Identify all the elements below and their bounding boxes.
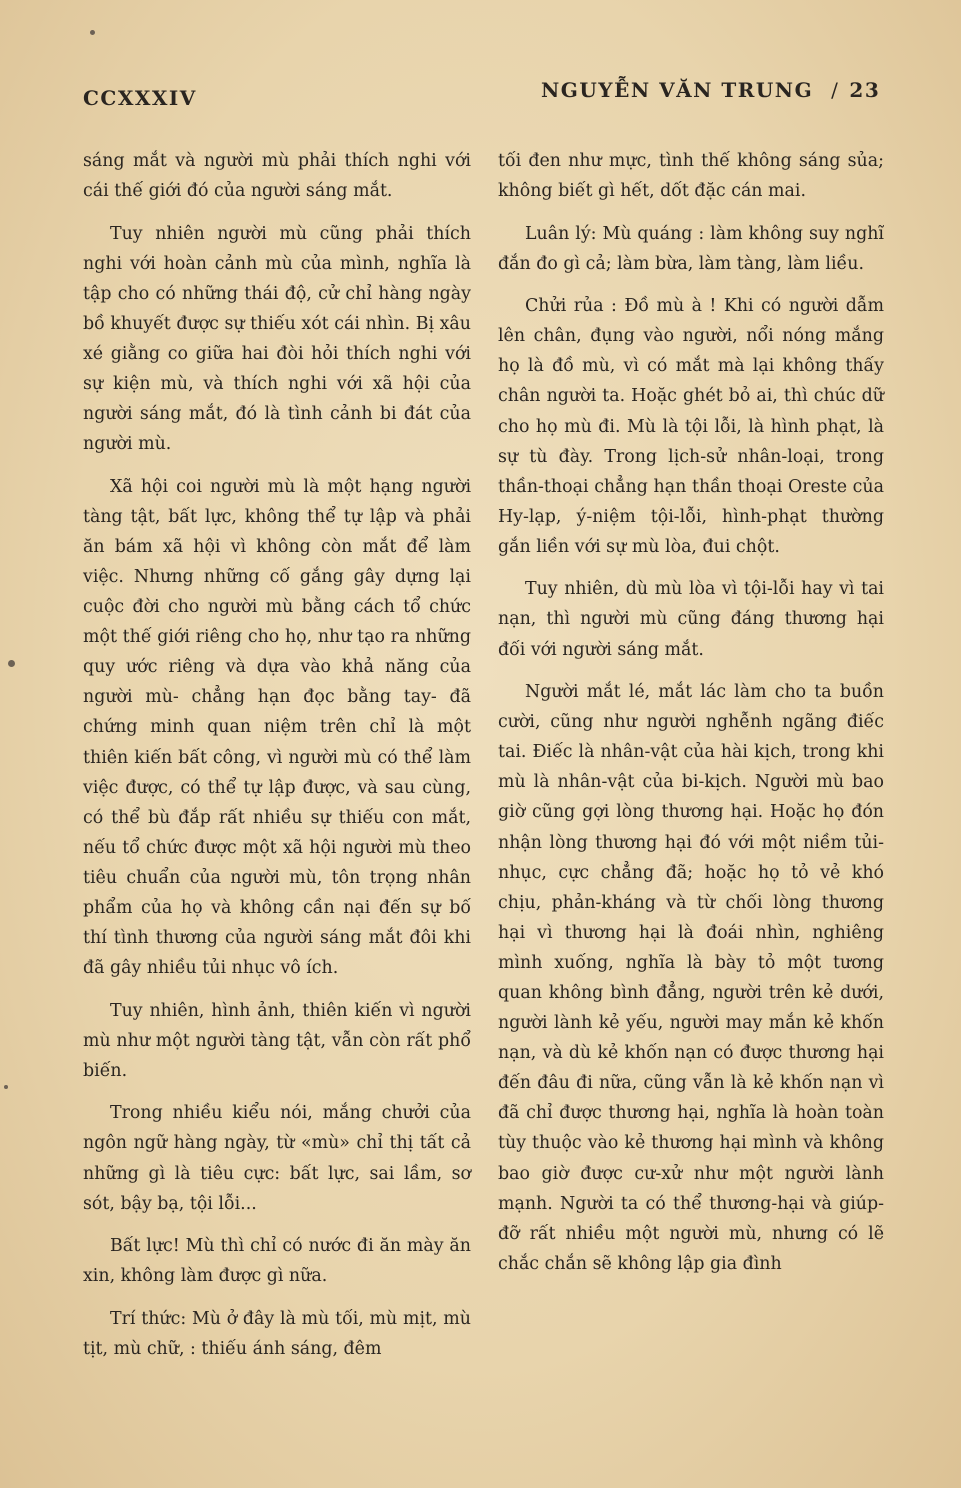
ink-speck: [4, 1085, 8, 1089]
paragraph: Trong nhiều kiểu nói, mắng chưởi của ngôn ngữ hàng ngày, từ «mù» chỉ thị tất cả những gì là tiêu cực: bất lực, sai lầm, sơ sót, bậy bạ, tội lỗi...: [83, 1103, 471, 1214]
paragraph: Tuy nhiên, dù mù lòa vì tội-lỗi hay vì tai nạn, thì người mù cũng đáng thương hại đối với người sáng mắt.: [498, 579, 884, 660]
paragraph: Tuy nhiên, hình ảnh, thiên kiến vì người mù như một người tàng tật, vẫn còn rất phổ biến.: [83, 1000, 471, 1081]
running-head: [541, 78, 880, 102]
paragraph: Người mắt lé, mắt lác làm cho ta buồn cười, cũng như người nghễnh ngãng điếc tai. Điếc là nhân-vật của hài kịch, trong khi mù là nhân-vật của bi-kịch. Người mù bao giờ cũng gợi lòng thương hại. Hoặc họ đón nhận lòng thương hại đó với một niềm tủi-nhục, cực chẳng đã; hoặc họ tỏ vẻ khó chịu, phản-kháng và từ chối lòng thương hại vì thương hại là đoái nhìn, nghiêng mình xuống, nghĩa là bày tỏ một tương quan không bình đẳng, người trên kẻ dưới, người lành kẻ yếu, người may mắn kẻ khốn nạn, và dù kẻ khốn nạn có được thương hại đến đâu đi nữa, cũng vẫn là kẻ khốn nạn vì đã chỉ được thương hại, nghĩa là hoàn toàn tùy thuộc vào kẻ thương hại mình và không bao giờ được cư-xử như một người lành mạnh. Người ta có thể thương-hại và giúp-đỡ rất nhiều một người mù, nhưng có lẽ chắc chắn sẽ không lập gia đình: [498, 682, 884, 1274]
paragraph: Luân lý: Mù quáng : làm không suy nghĩ đắn đo gì cả; làm bừa, làm tàng, làm liều.: [498, 223, 884, 274]
author-name: NGUYỄN VĂN TRUNG: [541, 78, 814, 102]
paragraph: Trí thức: Mù ở đây là mù tối, mù mịt, mù tịt, mù chữ, : thiếu ánh sáng, đêm: [83, 1308, 471, 1359]
right-column: [498, 146, 884, 1291]
ink-speck: [90, 30, 95, 35]
chapter-number: CCXXXIV: [83, 86, 197, 110]
paragraph: tối đen như mực, tình thế không sáng sủa; không biết gì hết, dốt đặc cán mai.: [498, 151, 884, 202]
paragraph: Xã hội coi người mù là một hạng người tàng tật, bất lực, không thể tự lập và phải ăn bám xã hội vì không còn mắt để làm việc. Nhưng những cố gắng gây dựng lại cuộc đời cho người mù bằng cách tổ chức một thế giới riêng cho họ, như tạo ra những quy ước riêng và dựa vào khả năng của người mù- chẳng hạn đọc bằng tay- đã chứng minh quan niệm trên chỉ là một thiên kiến bất công, vì người mù có thể làm việc được, có thể tự lập được, và sau cùng, có thể bù đắp rất nhiều sự thiếu con mắt, nếu tổ chức được một xã hội người mù theo tiêu chuẩn của người mù, tôn trọng nhân phẩm của họ và không cần nại đến sự bố thí tình thương của người sáng mắt đôi khi đã gây nhiều tủi nhục vô ích.: [83, 476, 471, 979]
ink-speck: [8, 660, 15, 667]
paragraph: Tuy nhiên người mù cũng phải thích nghi với hoàn cảnh mù của mình, nghĩa là tập cho có những thái độ, cử chỉ hàng ngày bồ khuyết được sự thiếu xót cái nhìn. Bị xâu xé giằng co giữa hai đòi hỏi thích nghi với sự kiện mù, và thích nghi với xã hội của người sáng mắt, đó là tình cảnh bi đát của người mù.: [83, 223, 471, 455]
paragraph: sáng mắt và người mù phải thích nghi với cái thế giới đó của người sáng mắt.: [83, 151, 471, 202]
paragraph: Chửi rủa : Đồ mù à ! Khi có người dẫm lên chân, đụng vào người, nổi nóng mắng họ là đồ mù, vì có mắt mà lại không thấy chân người ta. Hoặc ghét bỏ ai, thì chúc dữ cho họ mù đi. Mù là tội lỗi, là hình phạt, là sự tù đày. Trong lịch-sử nhân-loại, trong thần-thoại chẳng hạn thần thoại Oreste của Hy-lạp, ý-niệm tội-lỗi, hình-phạt thường gắn liền với sự mù lòa, đui chột.: [498, 296, 884, 557]
paragraph: Bất lực! Mù thì chỉ có nước đi ăn mày ăn xin, không làm được gì nữa.: [83, 1236, 471, 1287]
left-column: [83, 146, 471, 1376]
header-separator: /: [831, 78, 840, 102]
page-number: 23: [849, 78, 881, 102]
